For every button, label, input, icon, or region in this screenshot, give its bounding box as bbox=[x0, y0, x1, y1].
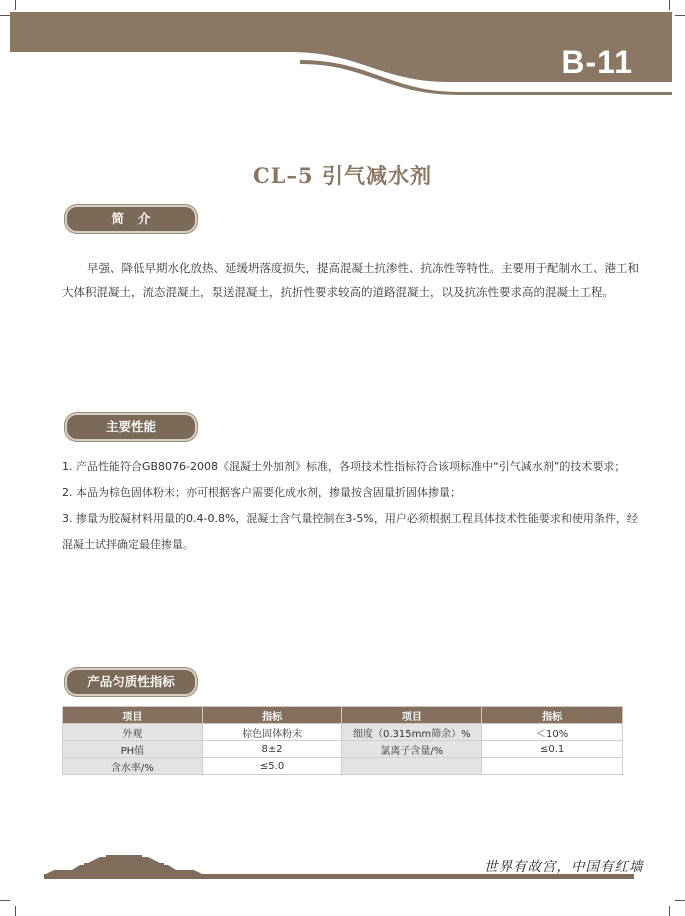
crop-mark bbox=[15, 906, 16, 916]
table-cell: ≤5.0 bbox=[202, 758, 342, 775]
section-label-performance: 主要性能 bbox=[65, 413, 197, 441]
table-header-row bbox=[63, 707, 623, 724]
crop-mark bbox=[669, 906, 670, 916]
table-cell: 细度（0.315mm筛余）% bbox=[342, 724, 482, 741]
table-header-cell: 项目 bbox=[63, 707, 203, 724]
performance-item: 3. 掺量为胶凝材料用量的0.4-0.8%，混凝土含气量控制在3-5%，用户必须根据工程具体技术性能要求和使用条件，经混凝土试拌确定最佳掺量。 bbox=[62, 512, 638, 551]
intro-paragraph: 早强、降低早期水化放热、延缓坍落度损失，提高混凝土抗渗性、抗冻性等特性。主要用于配制水工、港工和大体积混凝土，流态混凝土，泵送混凝土，抗折性要求较高的道路混凝土，以及抗冻性要求高的混凝土工程。 bbox=[62, 261, 639, 299]
table-cell: ≤0.1 bbox=[482, 741, 623, 758]
table-header-cell: 项目 bbox=[342, 707, 482, 724]
table-row bbox=[63, 741, 623, 758]
performance-item: 1. 产品性能符合GB8076-2008《混凝土外加剂》标准，各项技术性指标符合该项标准中“引气减水剂”的技术要求； bbox=[62, 460, 626, 473]
table-header-cell: 指标 bbox=[482, 707, 623, 724]
performance-list bbox=[62, 454, 647, 558]
table-cell: 8±2 bbox=[202, 741, 342, 758]
table-row bbox=[63, 724, 623, 741]
palace-roof-icon bbox=[44, 852, 204, 876]
page-title: CL–5 引气减水剂 bbox=[253, 163, 432, 188]
table-cell bbox=[482, 758, 623, 775]
table-cell: 氯离子含量/% bbox=[342, 741, 482, 758]
table-cell: 外观 bbox=[63, 724, 203, 741]
crop-mark bbox=[675, 900, 685, 901]
performance-item: 2. 本品为棕色固体粉末；亦可根据客户需要化成水剂，掺量按含固量折固体掺量； bbox=[62, 486, 461, 499]
section-label-intro: 简介 bbox=[65, 205, 197, 233]
table-cell: ＜10% bbox=[482, 724, 623, 741]
section-label-quality: 产品匀质性指标 bbox=[65, 668, 197, 696]
quality-table bbox=[62, 706, 623, 775]
table-cell bbox=[342, 758, 482, 775]
table-row bbox=[63, 758, 623, 775]
table-cell: 含水率/% bbox=[63, 758, 203, 775]
table-cell: 棕色固体粉末 bbox=[202, 724, 342, 741]
footer-slogan: 世界有故宫，中国有红墙 bbox=[484, 859, 644, 875]
table-cell: PH值 bbox=[63, 741, 203, 758]
page-code: B-11 bbox=[561, 44, 633, 80]
crop-mark bbox=[0, 900, 10, 901]
table-header-cell: 指标 bbox=[202, 707, 342, 724]
